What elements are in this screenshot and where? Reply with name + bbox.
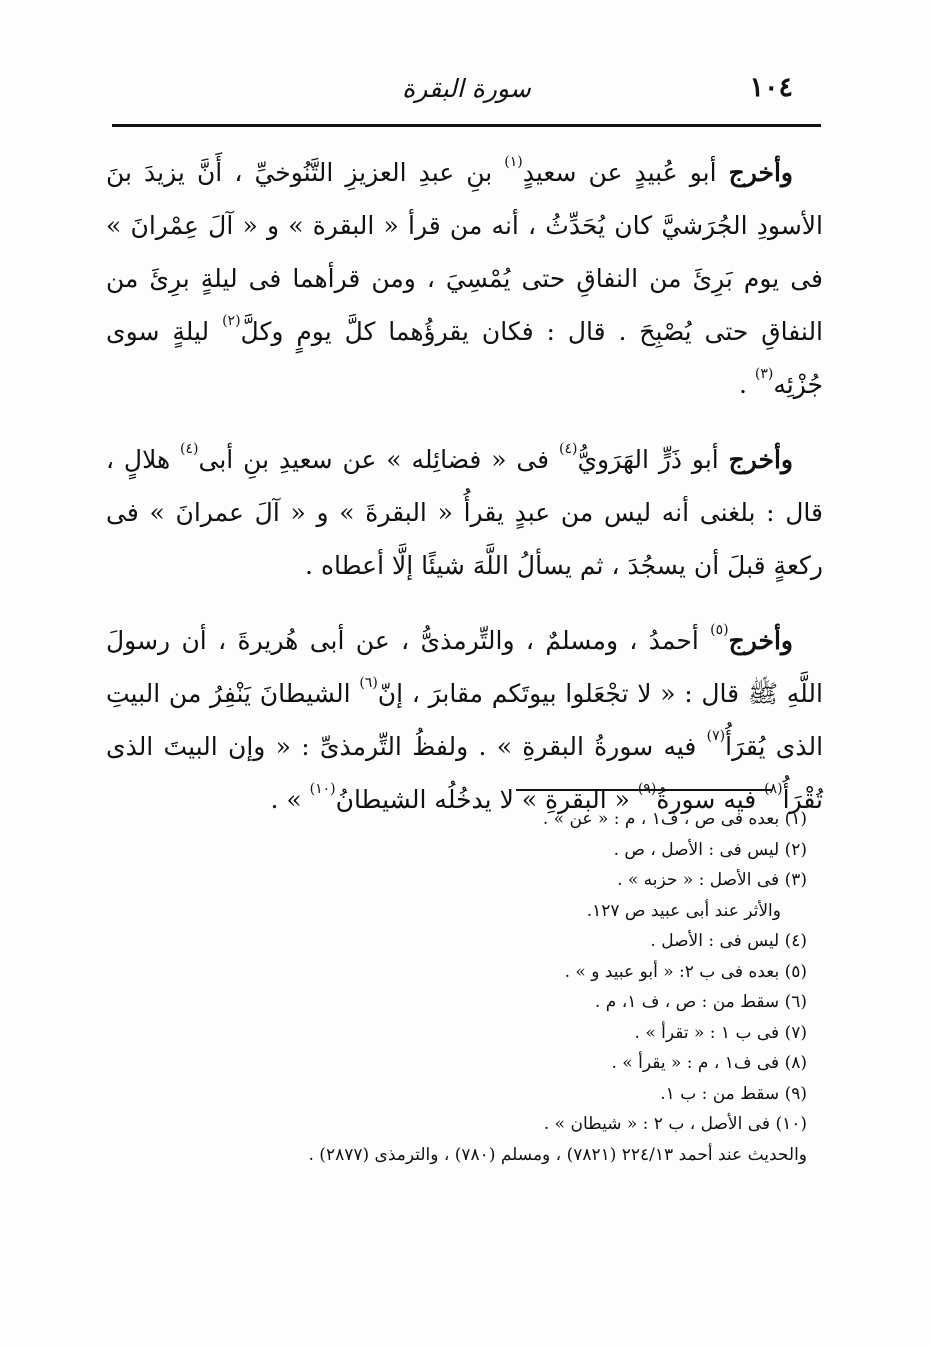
paragraph-text: أحمدُ ، ومسلمٌ ، والتِّرمذىُّ ، عن أبى هُريرةَ ، أن رسولَ اللَّهِ ﷺ قال : « لا تجْعَلوا بيوتَكم مقابرَ ، إنّ [106, 626, 823, 708]
footnote: (٨) فى ف١ ، م : « يقرأ » . [611, 1053, 807, 1073]
footnote-reference: (٧) [706, 728, 726, 744]
main-text [106, 146, 823, 848]
paragraph-text: . [739, 370, 755, 399]
footnote-reference: (٦) [359, 675, 378, 691]
paragraph-text: » . [270, 785, 310, 814]
paragraph-lead: وأخرج [728, 158, 793, 187]
footnote: (٤) ليس فى : الأصل . [650, 931, 807, 951]
paragraph-lead: وأخرج [728, 626, 793, 655]
paragraph-text: ليلةٍ سوى جُزْئِه [106, 317, 823, 399]
footnote: والأثر عند أبى عبيد ص ١٢٧. [586, 900, 781, 921]
paragraph [106, 433, 823, 592]
footnotes [150, 804, 807, 1170]
paragraph [106, 146, 823, 411]
footnote-reference: (١٠) [309, 781, 336, 797]
page-number: ١٠٤ [749, 72, 793, 103]
footnote-rule [516, 789, 772, 791]
paragraph-text: « البقرةِ » لا يدخُلُه الشيطانُ [335, 785, 638, 814]
paragraph-text: أبو ذَرٍّ الهَرَويُّ [577, 445, 729, 474]
footnote: (٩) سقط من : ب ١. [660, 1083, 807, 1104]
footnote: (٥) بعده فى ب ٢: « أبو عبيد و » . [564, 961, 807, 982]
paragraph-text: فى « فضائِله » عن سعيدِ بنِ أبى [198, 445, 559, 474]
paragraph-text: فيه سورةُ [656, 785, 765, 814]
header-rule [112, 124, 821, 127]
footnote: (٦) سقط من : ص ، ف ١، م . [594, 992, 807, 1012]
footnote-reference: (٨) [764, 781, 783, 797]
paragraph-text: أبو عُبيدٍ عن سعيدٍ [522, 158, 729, 187]
footnote: (٧) فى ب ١ : « تقرأ » . [634, 1022, 807, 1043]
page-header [112, 70, 821, 120]
footnote: (٢) ليس فى : الأصل ، ص . [613, 839, 807, 860]
paragraph-text: بنِ عبدِ العزيزِ التَّنُوخيِّ ، أَنَّ يزيدَ بنَ الأسودِ الجُرَشيَّ كان يُحَدِّثُ ، أنه من قرأ « البقرة » و « آلَ عِمْرانَ » فى يوم بَرِئَ من النفاقِ حتى يُمْسِيَ ، ومن قرأهما فى ليلةٍ برِئَ من النفاقِ حتى يُصْبِحَ . قال : فكان يقرؤُهما كلَّ يومٍ وكلَّ [106, 158, 824, 346]
footnote-reference: (٤) [559, 441, 578, 457]
footnote-reference: (٣) [754, 366, 774, 382]
footnote-reference: (٢) [222, 313, 241, 329]
footnote: (٣) فى الأصل : « حزبه » . [617, 870, 807, 890]
paragraph-text: الشيطانَ يَنْفِرُ من البيتِ الذى يُقرَأُ [106, 679, 824, 761]
footnote: (١) بعده فى ص ، ف١ ، م : « عن » . [542, 809, 807, 829]
footnote-reference: (١) [504, 154, 523, 170]
running-title: سورة البقرة [402, 74, 531, 103]
footnote: والحديث عند أحمد ٢٢٤/١٣ (٧٨٢١) ، ومسلم (٧٨٠) ، والترمذى (٢٨٧٧) . [308, 1144, 807, 1165]
paragraph-text: فيه سورةُ البقرةِ » . ولفظُ التِّرمذىِّ : « وإن البيتَ الذى تُقْرَأُ [106, 732, 823, 814]
footnote-reference: (٤) [180, 441, 199, 457]
footnote-reference: (٥) [710, 622, 729, 638]
paragraph [106, 614, 823, 826]
footnote-reference: (٩) [637, 781, 657, 797]
footnote: (١٠) فى الأصل ، ب ٢ : « شيطان » . [543, 1114, 807, 1134]
paragraph-lead: وأخرج [728, 445, 793, 474]
paragraph-text: هلالٍ ، قال : بلغنى أنه ليس من عبدٍ يقرأُ « البقرةَ » و « آلَ عمرانَ » فى ركعةٍ قبلَ أن يسجُدَ ، ثم يسألُ اللَّهَ شيئًا إلَّا أعطاه . [106, 445, 823, 580]
